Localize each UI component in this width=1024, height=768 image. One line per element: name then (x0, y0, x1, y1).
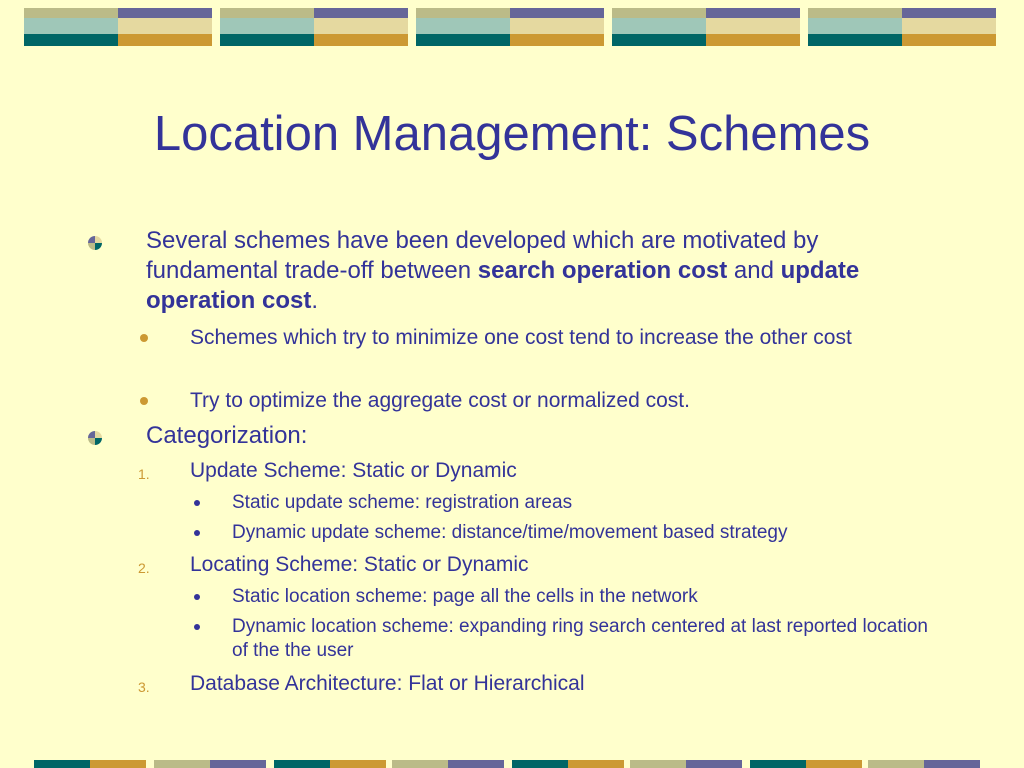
bullet-text: and (727, 257, 781, 284)
banner-block (416, 8, 604, 46)
banner-block (220, 8, 408, 46)
list-number: 1. (138, 466, 150, 482)
bullet-text: Several schemes have been developed which are motivated by fundamental trade-off between (146, 227, 819, 284)
dot-bullet-icon (140, 397, 148, 405)
banner-block (612, 8, 800, 46)
sub-item-dynamic-update: Dynamic update scheme: distance/time/movement based strategy (232, 522, 788, 543)
bullet-text: . (311, 287, 319, 314)
sub-item-static-update: Static update scheme: registration areas (232, 492, 573, 513)
quad-bullet-icon (88, 236, 102, 250)
quad-bullet-icon (88, 431, 102, 445)
slide-title: Location Management: Schemes (153, 107, 871, 161)
sub-item-dynamic-location: Dynamic location scheme: expanding ring search centered at last reported location of the the user (232, 616, 928, 661)
top-decorative-banner (24, 8, 1004, 46)
sub-bullet-minimize: Schemes which try to minimize one cost tend to increase the other cost (190, 326, 852, 349)
banner-block (24, 8, 212, 46)
sub-item-static-location: Static location scheme: page all the cells in the network (232, 586, 698, 607)
dot-bullet-icon (194, 530, 200, 536)
numbered-item-database: Database Architecture: Flat or Hierarchical (190, 672, 585, 695)
list-number: 3. (138, 679, 150, 695)
dot-bullet-icon (140, 334, 148, 342)
bold-term: update operation cost (146, 257, 860, 314)
numbered-item-locating-scheme: Locating Scheme: Static or Dynamic (190, 553, 529, 576)
dot-bullet-icon (194, 624, 200, 630)
sub-bullet-aggregate: Try to optimize the aggregate cost or normalized cost. (190, 389, 690, 412)
dot-bullet-icon (194, 594, 200, 600)
bottom-decorative-strip (34, 760, 984, 768)
numbered-item-update-scheme: Update Scheme: Static or Dynamic (190, 459, 517, 482)
dot-bullet-icon (194, 500, 200, 506)
bullet-categorization: Categorization: (146, 422, 308, 449)
bold-term: search operation cost (477, 257, 728, 284)
list-number: 2. (138, 560, 150, 576)
banner-block (808, 8, 996, 46)
bullet-trade-off (146, 226, 946, 316)
